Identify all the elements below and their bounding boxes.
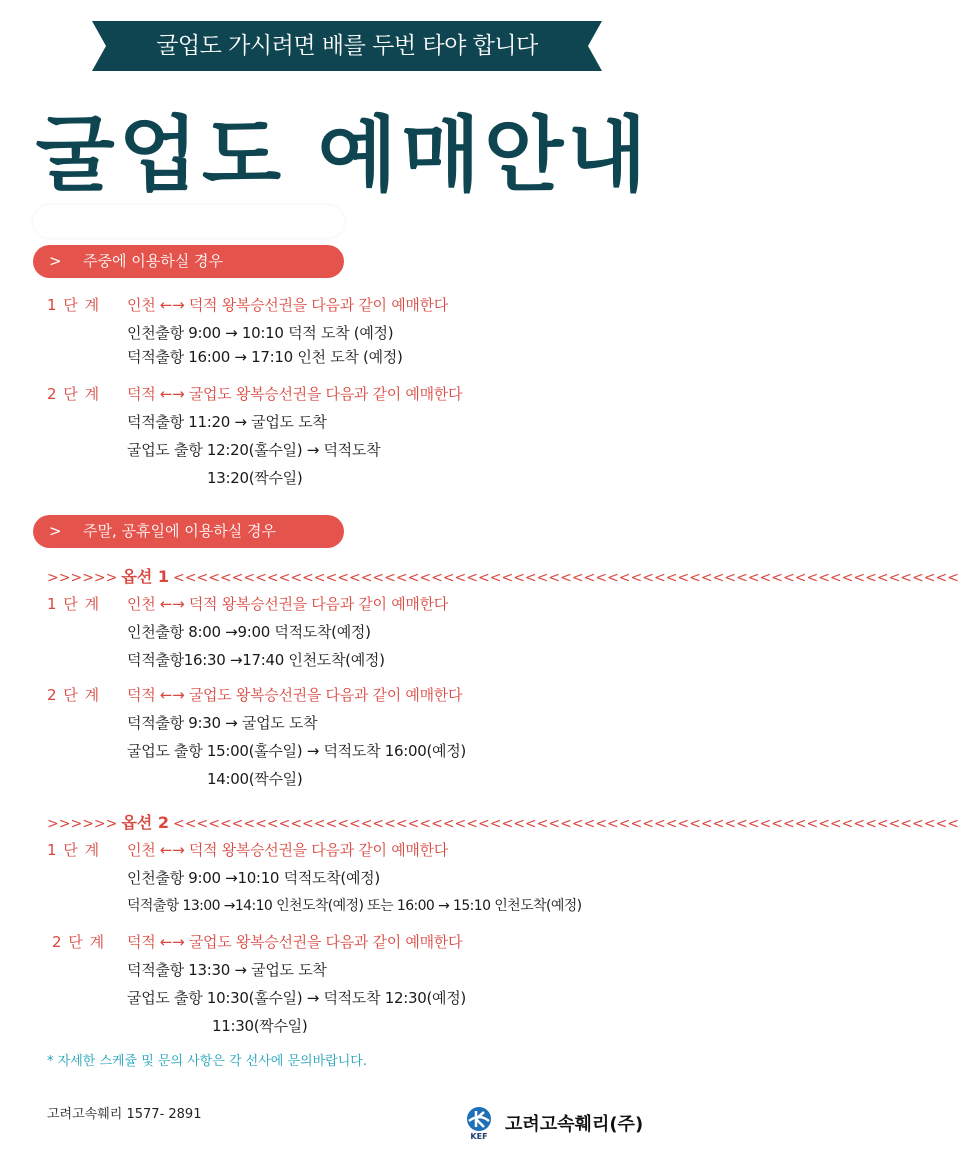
weekday-step2-line1: 덕적출항 11:20 → 굴업도 도착 bbox=[127, 413, 327, 431]
option1-suffix: <<<<<<<<<<<<<<<<<<<<<<<<<<<<<<<<<<<<<<<<<<<<<<<<<<<<<<<<<<<<<<<<<<< bbox=[173, 570, 959, 586]
contact-phone: 고려고속훼리 1577- 2891 bbox=[47, 1107, 202, 1122]
option2-step1-line2: 덕적출항 13:00 →14:10 인천도착(예정) 또는 16:00 → 15:10 인천도착(예정) bbox=[127, 898, 582, 914]
option1-step2-line2: 굴업도 출항 15:00(홀수일) → 덕적도착 16:00(예정) bbox=[127, 742, 466, 760]
option1-divider bbox=[47, 564, 959, 587]
option2-step1-heading: 인천 ←→ 덕적 왕복승선권을 다음과 같이 예매한다 bbox=[127, 841, 448, 859]
option2-divider bbox=[47, 810, 959, 833]
weekday-step1-label: 1 단 계 bbox=[47, 296, 101, 314]
option1-step2-line3: 14:00(짝수일) bbox=[207, 770, 303, 788]
weekend-header-text: 주말, 공휴일에 이용하실 경우 bbox=[83, 522, 276, 540]
option1-step2-heading: 덕적 ←→ 굴업도 왕복승선권을 다음과 같이 예매한다 bbox=[127, 686, 463, 704]
banner-text: 굴업도 가시려면 배를 두번 타야 합니다 bbox=[156, 33, 538, 59]
chevron-right-icon: > bbox=[49, 252, 62, 270]
empty-pill-outline bbox=[33, 205, 344, 238]
option1-step2-line1: 덕적출항 9:30 → 굴업도 도착 bbox=[127, 714, 318, 732]
weekday-header-text: 주중에 이용하실 경우 bbox=[83, 252, 223, 270]
option1-step1-line1: 인천출항 8:00 →9:00 덕적도착(예정) bbox=[127, 623, 371, 641]
option1-step1-heading: 인천 ←→ 덕적 왕복승선권을 다음과 같이 예매한다 bbox=[127, 595, 448, 613]
weekday-section-header bbox=[33, 245, 344, 278]
weekday-step2-heading: 덕적 ←→ 굴업도 왕복승선권을 다음과 같이 예매한다 bbox=[127, 385, 463, 403]
weekday-step1-heading: 인천 ←→ 덕적 왕복승선권을 다음과 같이 예매한다 bbox=[127, 296, 448, 314]
schedule-note: * 자세한 스케쥴 및 문의 사항은 각 선사에 문의바랍니다. bbox=[47, 1054, 367, 1069]
weekday-step2-line3: 13:20(짝수일) bbox=[207, 469, 303, 487]
logo-mark-text: KEF bbox=[470, 1132, 488, 1141]
weekend-section-header bbox=[33, 515, 344, 548]
weekday-step1-line2: 덕적출항 16:00 → 17:10 인천 도착 (예정) bbox=[127, 348, 403, 366]
option1-name: 옵션 1 bbox=[121, 567, 170, 586]
option2-step2-line3: 11:30(짝수일) bbox=[212, 1017, 308, 1035]
option1-step1-label: 1 단 계 bbox=[47, 595, 101, 613]
option1-prefix: >>>>>> bbox=[47, 570, 118, 586]
option2-step2-line2: 굴업도 출항 10:30(홀수일) → 덕적도착 12:30(예정) bbox=[127, 989, 466, 1007]
option2-prefix: >>>>>> bbox=[47, 816, 118, 832]
chevron-right-icon: > bbox=[49, 522, 62, 540]
option2-step2-label: 2 단 계 bbox=[52, 933, 106, 951]
option2-step2-line1: 덕적출항 13:30 → 굴업도 도착 bbox=[127, 961, 327, 979]
weekday-step2-label: 2 단 계 bbox=[47, 385, 101, 403]
weekday-step1-line1: 인천출항 9:00 → 10:10 덕적 도착 (예정) bbox=[127, 324, 394, 342]
kef-logo-icon bbox=[461, 1105, 497, 1141]
top-banner bbox=[92, 21, 602, 71]
option2-step1-label: 1 단 계 bbox=[47, 841, 101, 859]
option1-step1-line2: 덕적출항16:30 →17:40 인천도착(예정) bbox=[127, 651, 385, 669]
option2-name: 옵션 2 bbox=[121, 813, 170, 832]
option2-step1-line1: 인천출항 9:00 →10:10 덕적도착(예정) bbox=[127, 869, 380, 887]
weekday-step2-line2: 굴업도 출항 12:20(홀수일) → 덕적도착 bbox=[127, 441, 381, 459]
option2-suffix: <<<<<<<<<<<<<<<<<<<<<<<<<<<<<<<<<<<<<<<<<<<<<<<<<<<<<<<<<<<<<<<<<<< bbox=[173, 816, 959, 832]
option2-step2-heading: 덕적 ←→ 굴업도 왕복승선권을 다음과 같이 예매한다 bbox=[127, 933, 463, 951]
company-name: 고려고속훼리(주) bbox=[505, 1114, 644, 1135]
page-title: 굴업도 예매안내 bbox=[35, 108, 651, 203]
option1-step2-label: 2 단 계 bbox=[47, 686, 101, 704]
